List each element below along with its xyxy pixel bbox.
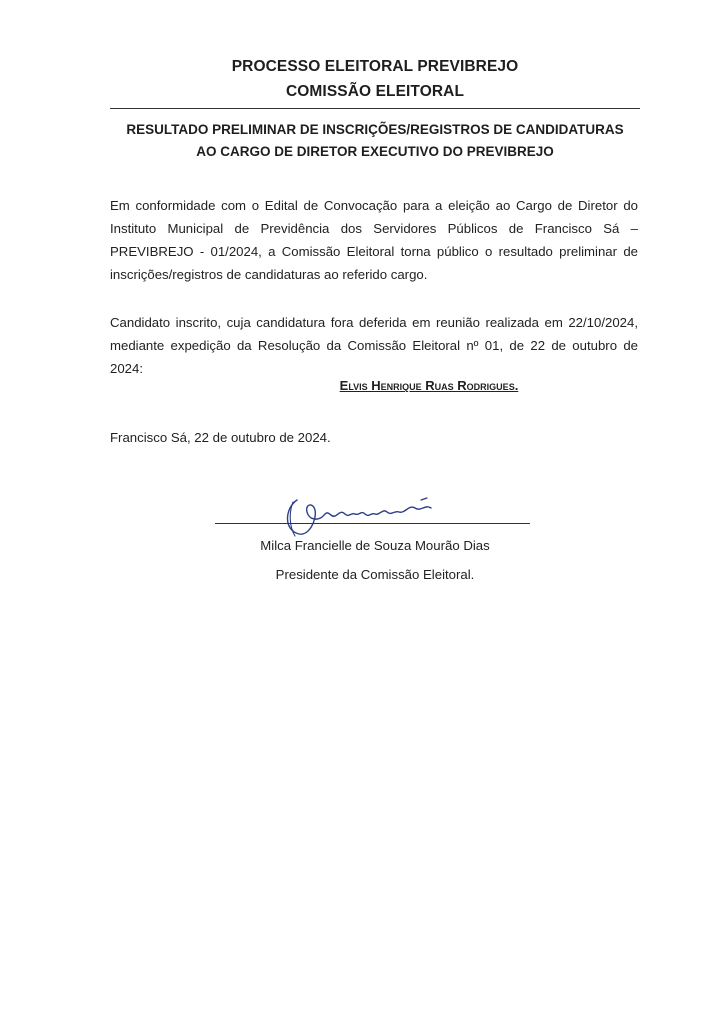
document-title: [110, 119, 640, 163]
place-and-date: Francisco Sá, 22 de outubro de 2024.: [110, 430, 331, 445]
signer-role: Presidente da Comissão Eleitoral.: [275, 567, 475, 582]
document-header: [110, 54, 640, 104]
candidate-paragraph: Candidato inscrito, cuja candidatura fora deferida em reunião realizada em 22/10/2024, mediante expedição da Resolução da Comissão Eleitoral nº 01, de 22 de outubro de 2024:: [110, 315, 638, 376]
header-divider: [110, 108, 640, 109]
header-subtitle: COMISSÃO ELEITORAL: [285, 83, 465, 100]
header-title: PROCESSO ELEITORAL PREVIBREJO: [231, 58, 519, 75]
signature-block: [215, 490, 535, 600]
intro-paragraph: Em conformidade com o Edital de Convocação para a eleição ao Cargo de Diretor do Instituto Municipal de Previdência dos Servidores Públicos de Francisco Sá – PREVIBREJO - 01/2024, a Comissão Eleitoral torna público o resultado preliminar de inscrições/registros de candidaturas ao referido cargo.: [110, 198, 638, 282]
signer-name: Milca Francielle de Souza Mourão Dias: [260, 538, 490, 553]
document-title-line-1: RESULTADO PRELIMINAR DE INSCRIÇÕES/REGISTROS DE CANDIDATURAS: [126, 122, 624, 137]
document-title-line-2: AO CARGO DE DIRETOR EXECUTIVO DO PREVIBREJO: [196, 144, 554, 159]
handwritten-signature: [275, 490, 455, 540]
signature-line: [215, 523, 530, 524]
candidate-name: Elvis Henrique Ruas Rodrigues.: [339, 378, 519, 393]
